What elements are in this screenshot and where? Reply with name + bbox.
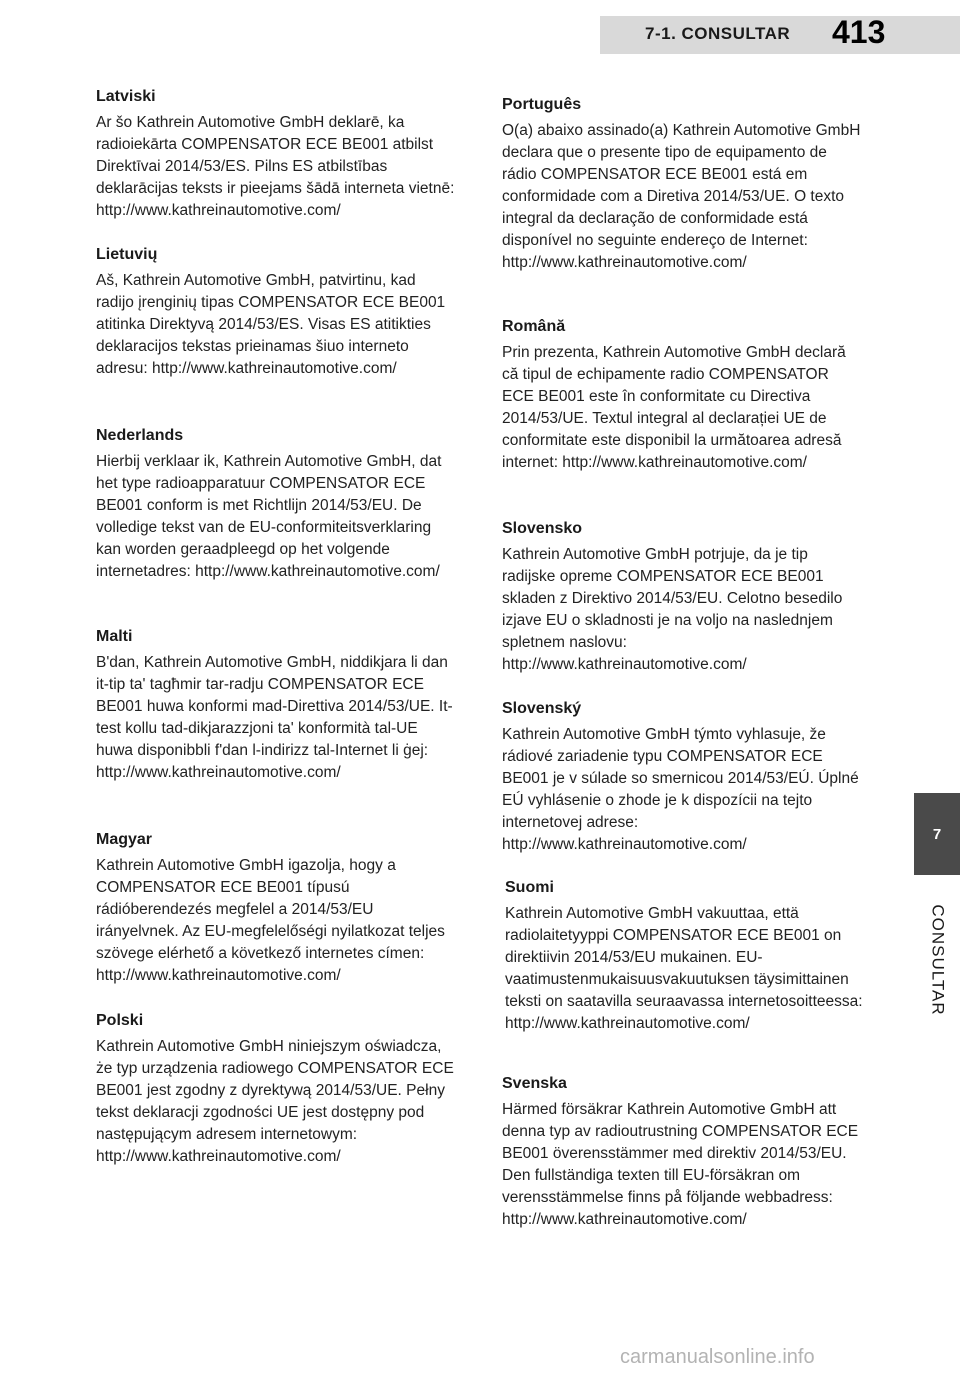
section-title: 7-1. CONSULTAR xyxy=(645,24,791,43)
lang-heading: Suomi xyxy=(505,879,554,896)
lang-heading: Română xyxy=(502,318,566,335)
lang-text: B'dan, Kathrein Automotive GmbH, niddikjara li dan it-tip ta' tagħmir tar-radju COMPENSATOR ECE BE001 huwa konformi mad-Direttiva 2014/53/UE. It-test kollu tad-dikjarazzjoni ta' konformità tal-UE huwa disponibbli f'dan l-indirizz tal-Internet li ġej: http://www.kathreinautomotive.com/ xyxy=(96,654,453,781)
page-number: 413 xyxy=(832,14,886,50)
lang-text: Kathrein Automotive GmbH niniejszym oświadcza, że typ urządzenia radiowego COMPENSATOR ECE BE001 jest zgodny z dyrektywą 2014/53/UE. Pełny tekst deklaracji zgodności UE jest dostępny pod następującym adresem internetowym: http://www.kathreinautomotive.com/ xyxy=(96,1038,454,1165)
page-header xyxy=(0,0,960,60)
lang-heading: Latviski xyxy=(96,88,156,105)
lang-block-latviski xyxy=(96,88,456,222)
lang-text: Hierbij verklaar ik, Kathrein Automotive GmbH, dat het type radioapparatuur COMPENSATOR ECE BE001 conform is met Richtlijn 2014/53/EU. De volledige tekst van de EU-conformiteitsverklaring kan worden geraadpleegd op het volgende internetadres: http://www.kathreinautomotive.com/ xyxy=(96,453,442,580)
lang-block-slovensky xyxy=(502,700,862,856)
watermark: carmanualsonline.info xyxy=(620,1346,815,1368)
lang-heading: Lietuvių xyxy=(96,246,158,263)
lang-block-suomi xyxy=(505,879,865,1035)
lang-block-lietuviu xyxy=(96,246,456,380)
lang-block-portugues xyxy=(502,96,862,274)
lang-heading: Nederlands xyxy=(96,427,184,444)
lang-heading: Português xyxy=(502,96,582,113)
lang-heading: Magyar xyxy=(96,831,153,848)
lang-heading: Slovensko xyxy=(502,520,583,537)
lang-text: Kathrein Automotive GmbH týmto vyhlasuje, že rádiové zariadenie typu COMPENSATOR ECE BE001 je v súlade so smernicou 2014/53/EÚ. Úplné EÚ vyhlásenie o zhode je k dispozícii na tejto internetovej adrese: http://www.kathreinautomotive.com/ xyxy=(502,726,859,853)
lang-text: Kathrein Automotive GmbH vakuuttaa, että radiolaitetyyppi COMPENSATOR ECE BE001 on direktiivin 2014/53/EU mukainen. EU-vaatimustenmukaisuusvakuutuksen täysimittainen teksti on saatavilla seuraavassa internetosoitteessa: http://www.kathreinautomotive.com/ xyxy=(505,905,863,1032)
lang-text: Ar šo Kathrein Automotive GmbH deklarē, ka radioiekārta COMPENSATOR ECE BE001 atbilst Direktīvai 2014/53/ES. Pilns ES atbilstības deklarācijas teksts ir pieejams šādā interneta vietnē: http://www.kathreinautomotive.com/ xyxy=(96,114,455,219)
lang-block-nederlands xyxy=(96,427,456,583)
lang-block-magyar xyxy=(96,831,456,987)
lang-block-svenska xyxy=(502,1075,862,1231)
lang-block-polski xyxy=(96,1012,456,1168)
lang-heading: Svenska xyxy=(502,1075,567,1092)
lang-heading: Malti xyxy=(96,628,133,645)
chapter-label-container xyxy=(918,890,958,1030)
lang-text: Kathrein Automotive GmbH potrjuje, da je tip radijske opreme COMPENSATOR ECE BE001 skladen z Direktivo 2014/53/EU. Celotno besedilo izjave EU o skladnosti je na voljo na naslednjem spletnem naslovu: http://www.kathreinautomotive.com/ xyxy=(502,546,843,673)
chapter-tab xyxy=(914,793,960,875)
lang-block-slovensko xyxy=(502,520,862,676)
lang-heading: Polski xyxy=(96,1012,144,1029)
chapter-label: CONSULTAR xyxy=(929,904,949,1016)
lang-heading: Slovenský xyxy=(502,700,582,717)
chapter-number: 7 xyxy=(932,825,942,843)
lang-text: Prin prezenta, Kathrein Automotive GmbH declară că tipul de echipamente radio COMPENSATOR ECE BE001 este în conformitate cu Directiva 2014/53/UE. Textul integral al declarației UE de conformitate este disponibil la următoarea adresă internet: http://www.kathreinautomotive.com/ xyxy=(502,344,846,471)
lang-block-malti xyxy=(96,628,456,784)
lang-text: Aš, Kathrein Automotive GmbH, patvirtinu, kad radijo įrenginių tipas COMPENSATOR ECE BE001 atitinka Direktyvą 2014/53/ES. Visas ES atitikties deklaracijos tekstas prieinamas šiuo interneto adresu: http://www.kathreinautomotive.com/ xyxy=(96,272,446,377)
lang-block-romana xyxy=(502,318,862,474)
lang-text: O(a) abaixo assinado(a) Kathrein Automotive GmbH declara que o presente tipo de equipamento de rádio COMPENSATOR ECE BE001 está em conformidade com a Diretiva 2014/53/UE. O texto integral da declaração de conformidade está disponível no seguinte endereço de Internet: http://www.kathreinautomotive.com/ xyxy=(502,122,861,271)
lang-text: Kathrein Automotive GmbH igazolja, hogy a COMPENSATOR ECE BE001 típusú rádióberendezés megfelel a 2014/53/EU irányelvnek. Az EU-megfelelőségi nyilatkozat teljes szövege elérhető a következő internetes címen: http://www.kathreinautomotive.com/ xyxy=(96,857,445,984)
lang-text: Härmed försäkrar Kathrein Automotive GmbH att denna typ av radioutrustning COMPENSATOR ECE BE001 överensstämmer med direktiv 2014/53/EU. Den fullständiga texten till EU-försäkran om verensstämmelse finns på följande webbadress: http://www.kathreinautomotive.com/ xyxy=(502,1101,859,1228)
